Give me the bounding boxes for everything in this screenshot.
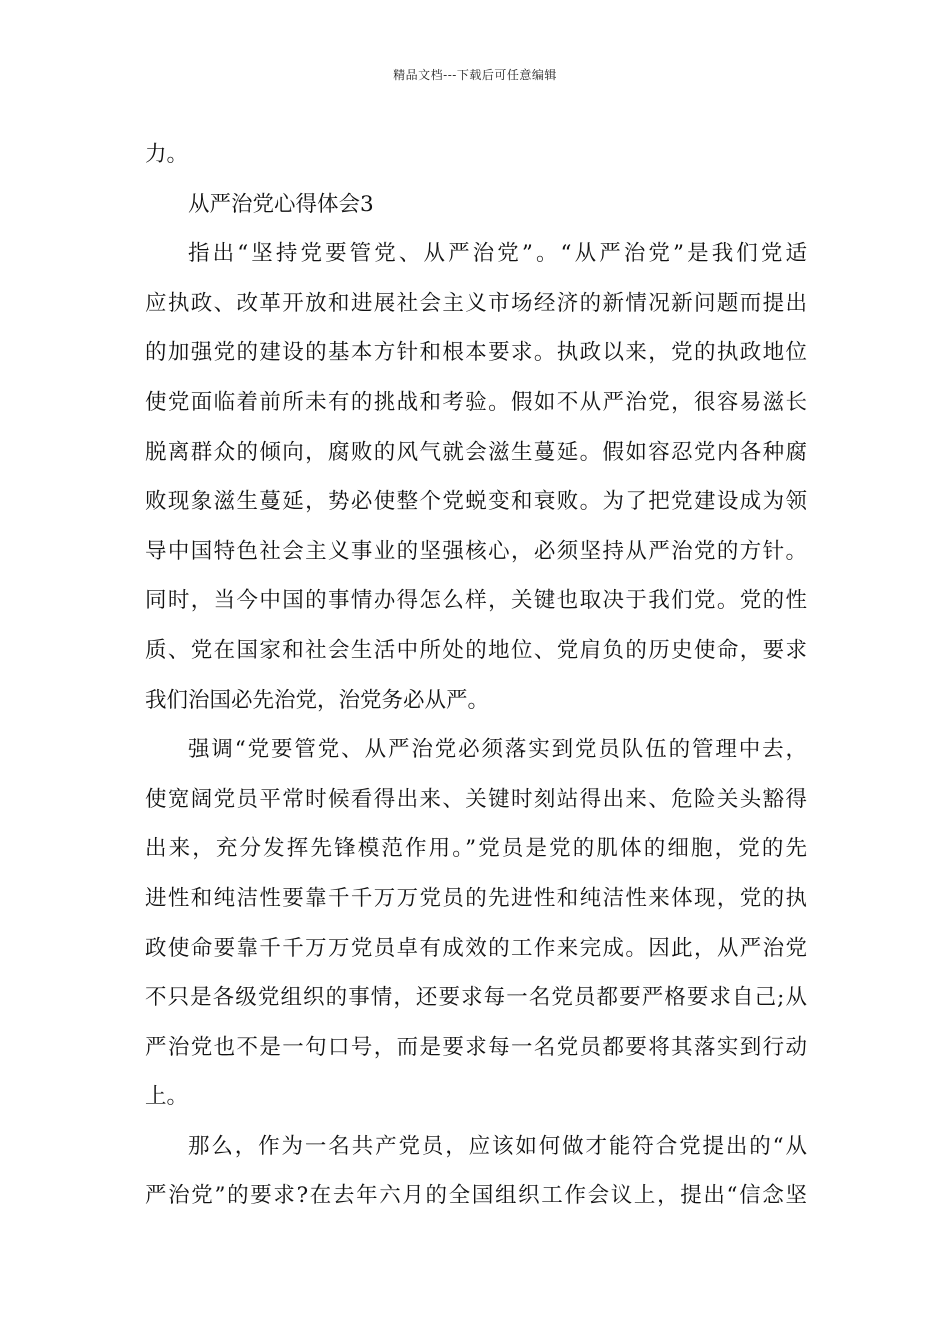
text-line: 上。	[145, 1084, 189, 1110]
document-body	[145, 130, 807, 1221]
text-line: 使党面临着前所未有的挑战和考验。假如不从严治党，很容易滋长	[145, 389, 807, 415]
text-line: 指出“坚持党要管党、从严治党”。“从严治党”是我们党适	[188, 241, 807, 267]
text-line: 质、党在国家和社会生活中所处的地位、党肩负的历史使命，要求	[145, 637, 807, 663]
page-header: 精品文档---下载后可任意编辑	[393, 68, 557, 82]
text-line: 那么，作为一名共产党员，应该如何做才能符合党提出的“从	[188, 1133, 807, 1159]
text-line: 政使命要靠千千万万党员卓有成效的工作来完成。因此，从严治党	[145, 935, 807, 961]
text-line: 的加强党的建设的基本方针和根本要求。执政以来，党的执政地位	[145, 340, 807, 366]
text-line: 脱离群众的倾向，腐败的风气就会滋生蔓延。假如容忍党内各种腐	[145, 439, 807, 465]
text-line: 严治党”的要求?在去年六月的全国组织工作会议上，提出“信念坚	[145, 1183, 807, 1209]
section-heading: 从严治党心得体会3	[188, 191, 374, 217]
text-line: 力。	[145, 142, 189, 167]
text-line: 我们治国必先治党，治党务必从严。	[145, 687, 490, 713]
text-line: 严治党也不是一句口号，而是要求每一名党员都要将其落实到行动	[145, 1034, 807, 1060]
text-line: 导中国特色社会主义事业的坚强核心，必须坚持从严治党的方针。	[145, 538, 807, 564]
text-line: 强调“党要管党、从严治党必须落实到党员队伍的管理中去，	[188, 737, 807, 763]
text-line: 同时，当今中国的事情办得怎么样，关键也取决于我们党。党的性	[145, 588, 807, 614]
text-line: 使宽阔党员平常时候看得出来、关键时刻站得出来、危险关头豁得	[145, 786, 807, 812]
text-line: 败现象滋生蔓延，势必使整个党蜕变和衰败。为了把党建设成为领	[145, 489, 807, 515]
text-line: 进性和纯洁性要靠千千万万党员的先进性和纯洁性来体现，党的执	[145, 885, 807, 911]
text-line: 不只是各级党组织的事情，还要求每一名党员都要严格要求自己;从	[145, 985, 807, 1011]
text-line: 应执政、改革开放和进展社会主义市场经济的新情况新问题而提出	[145, 290, 807, 316]
text-line: 出来，充分发挥先锋模范作用。”党员是党的肌体的细胞，党的先	[145, 836, 807, 862]
